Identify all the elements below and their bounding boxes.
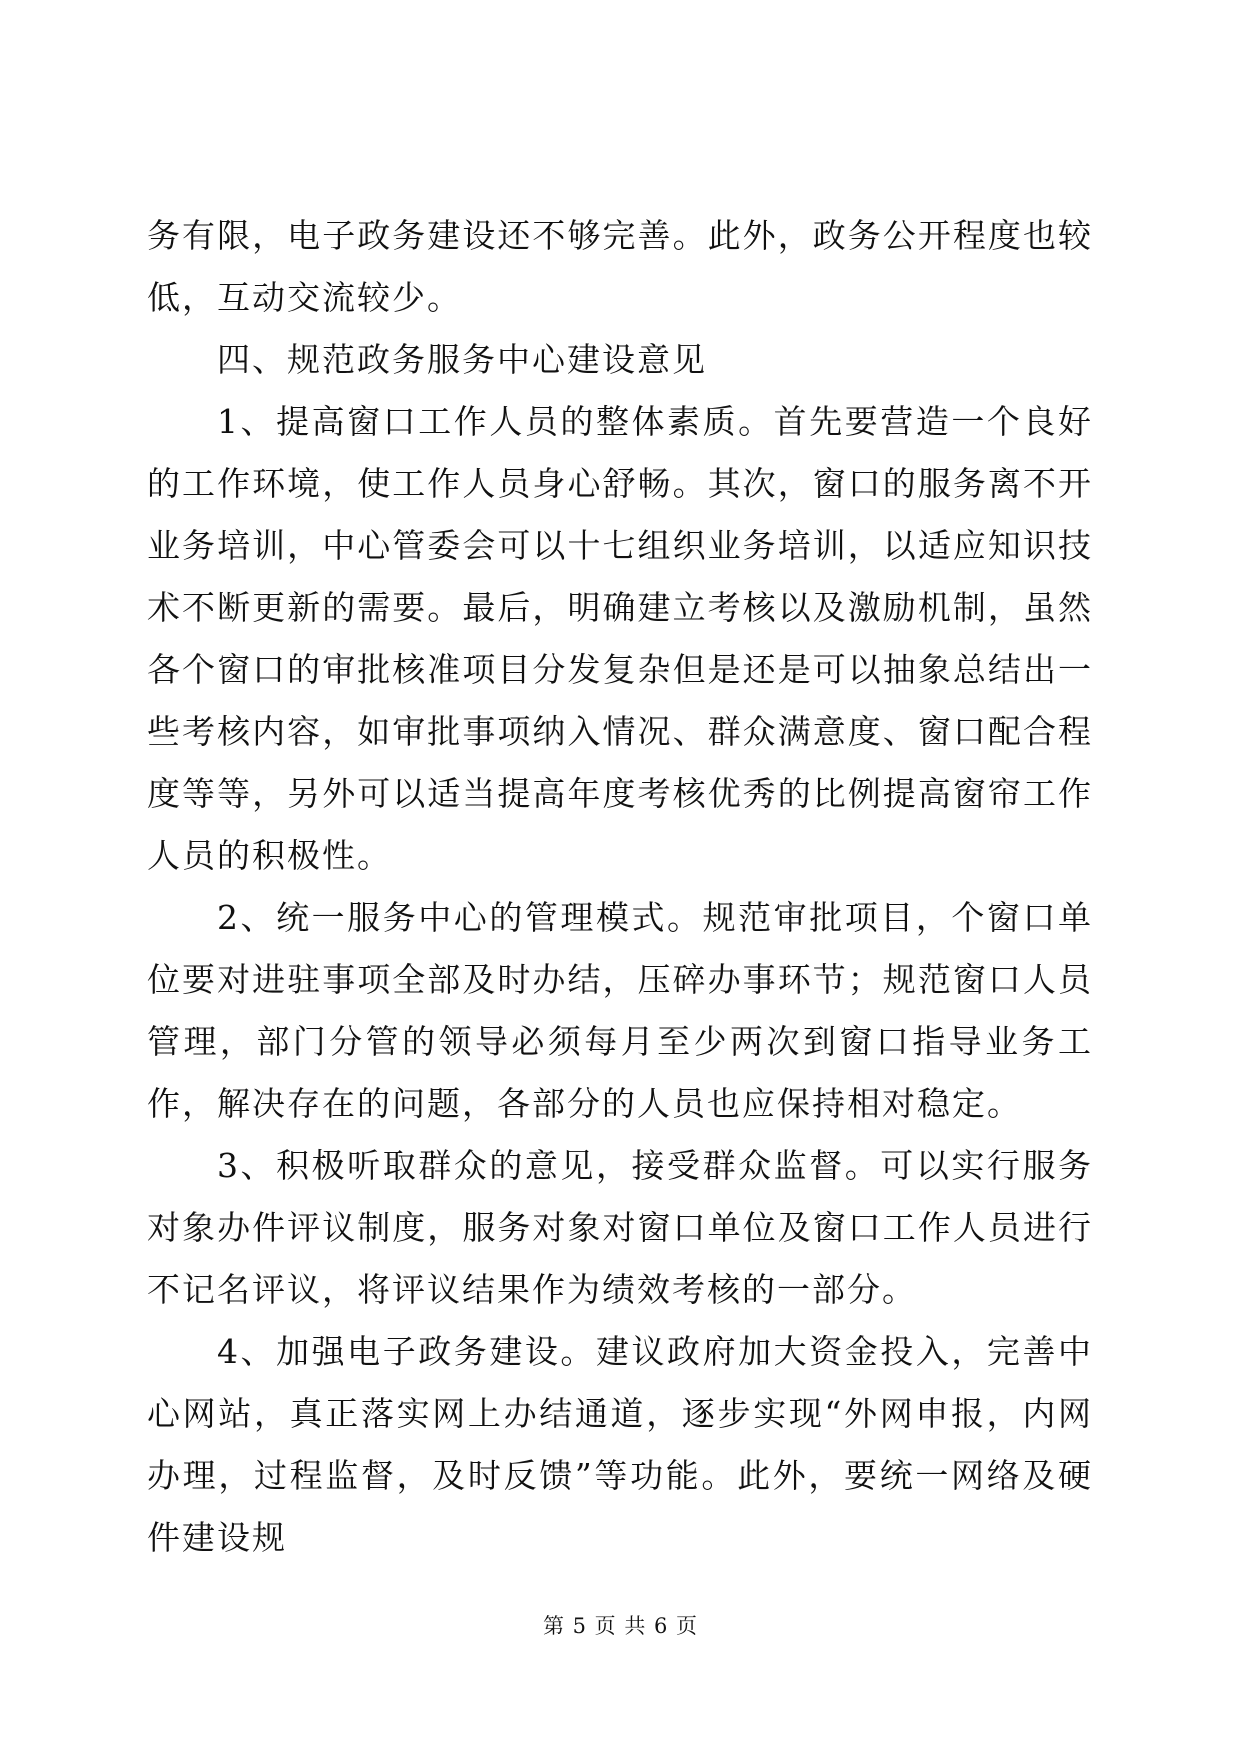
paragraph-item-1: 1、提高窗口工作人员的整体素质。首先要营造一个良好的工作环境，使工作人员身心舒畅。其次，窗口的服务离不开业务培训，中心管委会可以十七组织业务培训，以适应知识技术不断更新的需要。最后，明确建立考核以及激励机制，虽然各个窗口的审批核准项目分发复杂但是还是可以抽象总结出一些考核内容，如审批事项纳入情况、群众满意度、窗口配合程度等等，另外可以适当提高年度考核优秀的比例提高窗帘工作人员的积极性。 — [147, 402, 1093, 875]
paragraph-item-4: 4、加强电子政务建设。建议政府加大资金投入，完善中心网站，真正落实网上办结通道，逐步实现“外网申报，内网办理，过程监督，及时反馈”等功能。此外，要统一网络及硬件建设规 — [147, 1332, 1093, 1557]
section-heading: 四、规范政务服务中心建设意见 — [217, 340, 707, 379]
page-footer: 第 5 页 共 6 页 — [542, 1614, 699, 1638]
document-body — [147, 205, 1093, 1569]
paragraph-item-2: 2、统一服务中心的管理模式。规范审批项目，个窗口单位要对进驻事项全部及时办结，压碎办事环节；规范窗口人员管理，部门分管的领导必须每月至少两次到窗口指导业务工作，解决存在的问题，各部分的人员也应保持相对稳定。 — [147, 898, 1093, 1123]
paragraph-item-3: 3、积极听取群众的意见，接受群众监督。可以实行服务对象办件评议制度，服务对象对窗口单位及窗口工作人员进行不记名评议，将评议结果作为绩效考核的一部分。 — [147, 1146, 1093, 1309]
paragraph-continuation: 务有限，电子政务建设还不够完善。此外，政务公开程度也较低，互动交流较少。 — [147, 216, 1093, 317]
